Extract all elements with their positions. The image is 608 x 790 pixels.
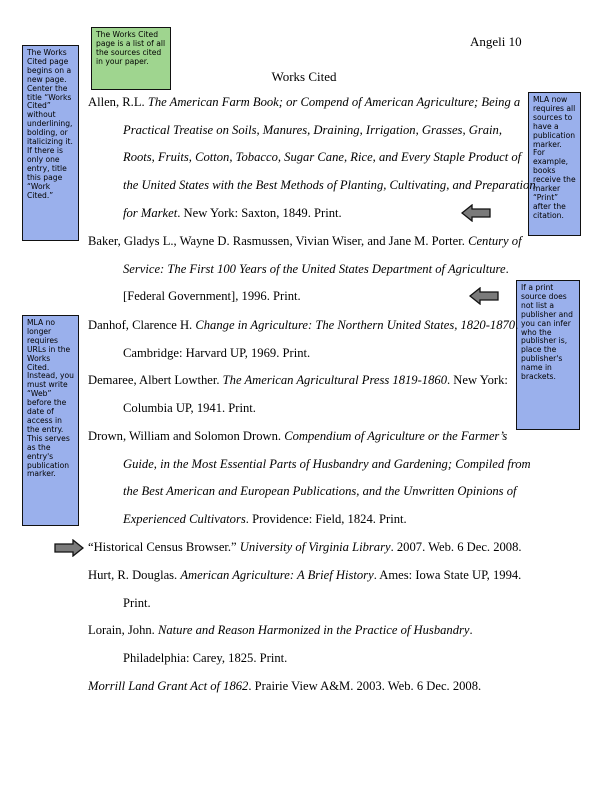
note-publication-marker: MLA now requires all sources to have a publication marker. For example, books receive the marker “Print” after the citation. bbox=[528, 92, 581, 236]
citation-title-text: Experienced Cultivators bbox=[123, 512, 246, 527]
citation-line bbox=[88, 117, 520, 145]
citation-title-text: Century of bbox=[468, 234, 522, 248]
citation-text: . Ames: Iowa State UP, 1994. bbox=[373, 568, 522, 582]
running-head: Angeli 10 bbox=[470, 34, 522, 49]
citation-line bbox=[88, 617, 520, 645]
citation-title-text: American Agriculture: A Brief History bbox=[180, 568, 374, 582]
citation-entry bbox=[88, 562, 520, 617]
citation-line bbox=[88, 478, 520, 506]
citation-text: . New York: Saxton, 1849. Print. bbox=[177, 205, 342, 220]
note-title-formatting: The Works Cited page begins on a new page. Center the title “Works Cited” without underlining, bolding, or italicizing it. If there is only one entry, title this page “Work Cited.” bbox=[22, 45, 79, 241]
citation-title-text: Compendium of Agriculture or the Farmer’s bbox=[284, 429, 508, 443]
citation-title-text: University of Virginia Library bbox=[239, 540, 391, 554]
note-web-marker: MLA no longer requires URLs in the Works Cited. Instead, you must write “Web” before the date of access in the entry. This serves as the entry's publication marker. bbox=[22, 315, 79, 526]
citation-title-text: the United States with the Best Methods of Planting, Cultivating, and Preparation bbox=[123, 178, 536, 193]
citation-title-text: the Best American and European Publications, and the Unwritten Opinions of bbox=[123, 484, 517, 499]
citation-line bbox=[88, 89, 520, 117]
citation-title-text: Morrill Land Grant Act of 1862 bbox=[88, 679, 249, 693]
citation-title-text: for Market bbox=[123, 205, 178, 220]
citation-text: . Providence: Field, 1824. Print. bbox=[245, 512, 407, 527]
citation-title-text: Service: The First 100 Years of the United States Department of Agriculture bbox=[123, 261, 506, 276]
citation-text: Columbia UP, 1941. Print. bbox=[123, 400, 256, 415]
note-inferred-publisher: If a print source does not list a publisher and you can infer who the publisher is, place the publisher's name in brackets. bbox=[516, 280, 580, 430]
citation-line bbox=[88, 200, 520, 228]
citation-text: Danhof, Clarence H. bbox=[88, 318, 196, 332]
citation-line bbox=[88, 506, 520, 534]
citation-line bbox=[88, 367, 520, 395]
citation-text: . bbox=[469, 623, 473, 637]
citation-line bbox=[88, 673, 520, 701]
citation-line bbox=[88, 340, 520, 368]
arrow-right-icon bbox=[54, 539, 84, 557]
citation-title-text: Guide, in the Most Essential Parts of Husbandry and Gardening; Compiled from bbox=[123, 456, 531, 471]
citation-line bbox=[88, 534, 520, 562]
citation-title-text: Roots, Fruits, Cotton, Tobacco, Sugar Cane, Rice, and Every Staple Product of bbox=[123, 150, 522, 165]
citation-title-text: The American Agricultural Press 1819-1860 bbox=[222, 373, 447, 387]
citation-text: . Prairie View A&M. 2003. Web. 6 Dec. 2008. bbox=[248, 679, 482, 693]
citation-line bbox=[88, 645, 520, 673]
citation-line bbox=[88, 283, 520, 311]
citation-line bbox=[88, 256, 520, 284]
citation-line bbox=[88, 228, 520, 256]
page-title: Works Cited bbox=[271, 69, 337, 84]
citation-entry bbox=[88, 617, 520, 672]
citation-title-text: The American Farm Book; or Compend of American Agriculture; Being a bbox=[147, 95, 521, 109]
citation-entry bbox=[88, 423, 531, 534]
citation-text: Print. bbox=[123, 595, 151, 610]
citation-text: . bbox=[505, 261, 509, 276]
citation-line bbox=[88, 451, 531, 479]
citation-entry bbox=[88, 534, 520, 562]
citation-entry bbox=[88, 89, 536, 228]
citation-title-text: Change in Agriculture: The Northern United States, 1820-1870 bbox=[195, 318, 516, 332]
citation-text: . bbox=[515, 318, 519, 332]
citation-title-text: Practical Treatise on Soils, Manures, Draining, Irrigation, Grasses, Grain, bbox=[123, 122, 502, 137]
citation-text: . 2007. Web. 6 Dec. 2008. bbox=[390, 540, 522, 554]
citation-text: [Federal Government], 1996. Print. bbox=[123, 289, 301, 304]
citation-line bbox=[88, 312, 520, 340]
citation-entry bbox=[88, 367, 520, 422]
citation-text: Drown, William and Solomon Drown. bbox=[88, 429, 285, 443]
citation-text: Philadelphia: Carey, 1825. Print. bbox=[123, 650, 288, 665]
citation-title-text: Nature and Reason Harmonized in the Practice of Husbandry bbox=[157, 623, 470, 637]
citation-line bbox=[88, 562, 520, 590]
citation-text: Demaree, Albert Lowther. bbox=[88, 373, 223, 387]
citation-text: Lorain, John. bbox=[88, 623, 158, 637]
citation-entry bbox=[88, 673, 520, 701]
citation-line bbox=[88, 423, 520, 451]
citation-entry bbox=[88, 312, 520, 367]
citation-line bbox=[88, 590, 520, 618]
note-works-cited-definition: The Works Cited page is a list of all the sources cited in your paper. bbox=[91, 27, 171, 90]
citation-text: . New York: bbox=[447, 373, 508, 387]
citation-line bbox=[88, 395, 520, 423]
citation-text: “Historical Census Browser.” bbox=[88, 540, 240, 554]
citation-line bbox=[88, 144, 520, 172]
citation-entry bbox=[88, 228, 520, 311]
citation-text: Cambridge: Harvard UP, 1969. Print. bbox=[123, 345, 311, 360]
citation-text: Allen, R.L. bbox=[88, 95, 148, 109]
citation-text: Baker, Gladys L., Wayne D. Rasmussen, Vivian Wiser, and Jane M. Porter. bbox=[88, 234, 469, 248]
citation-line bbox=[88, 172, 536, 200]
citation-text: Hurt, R. Douglas. bbox=[88, 568, 181, 582]
